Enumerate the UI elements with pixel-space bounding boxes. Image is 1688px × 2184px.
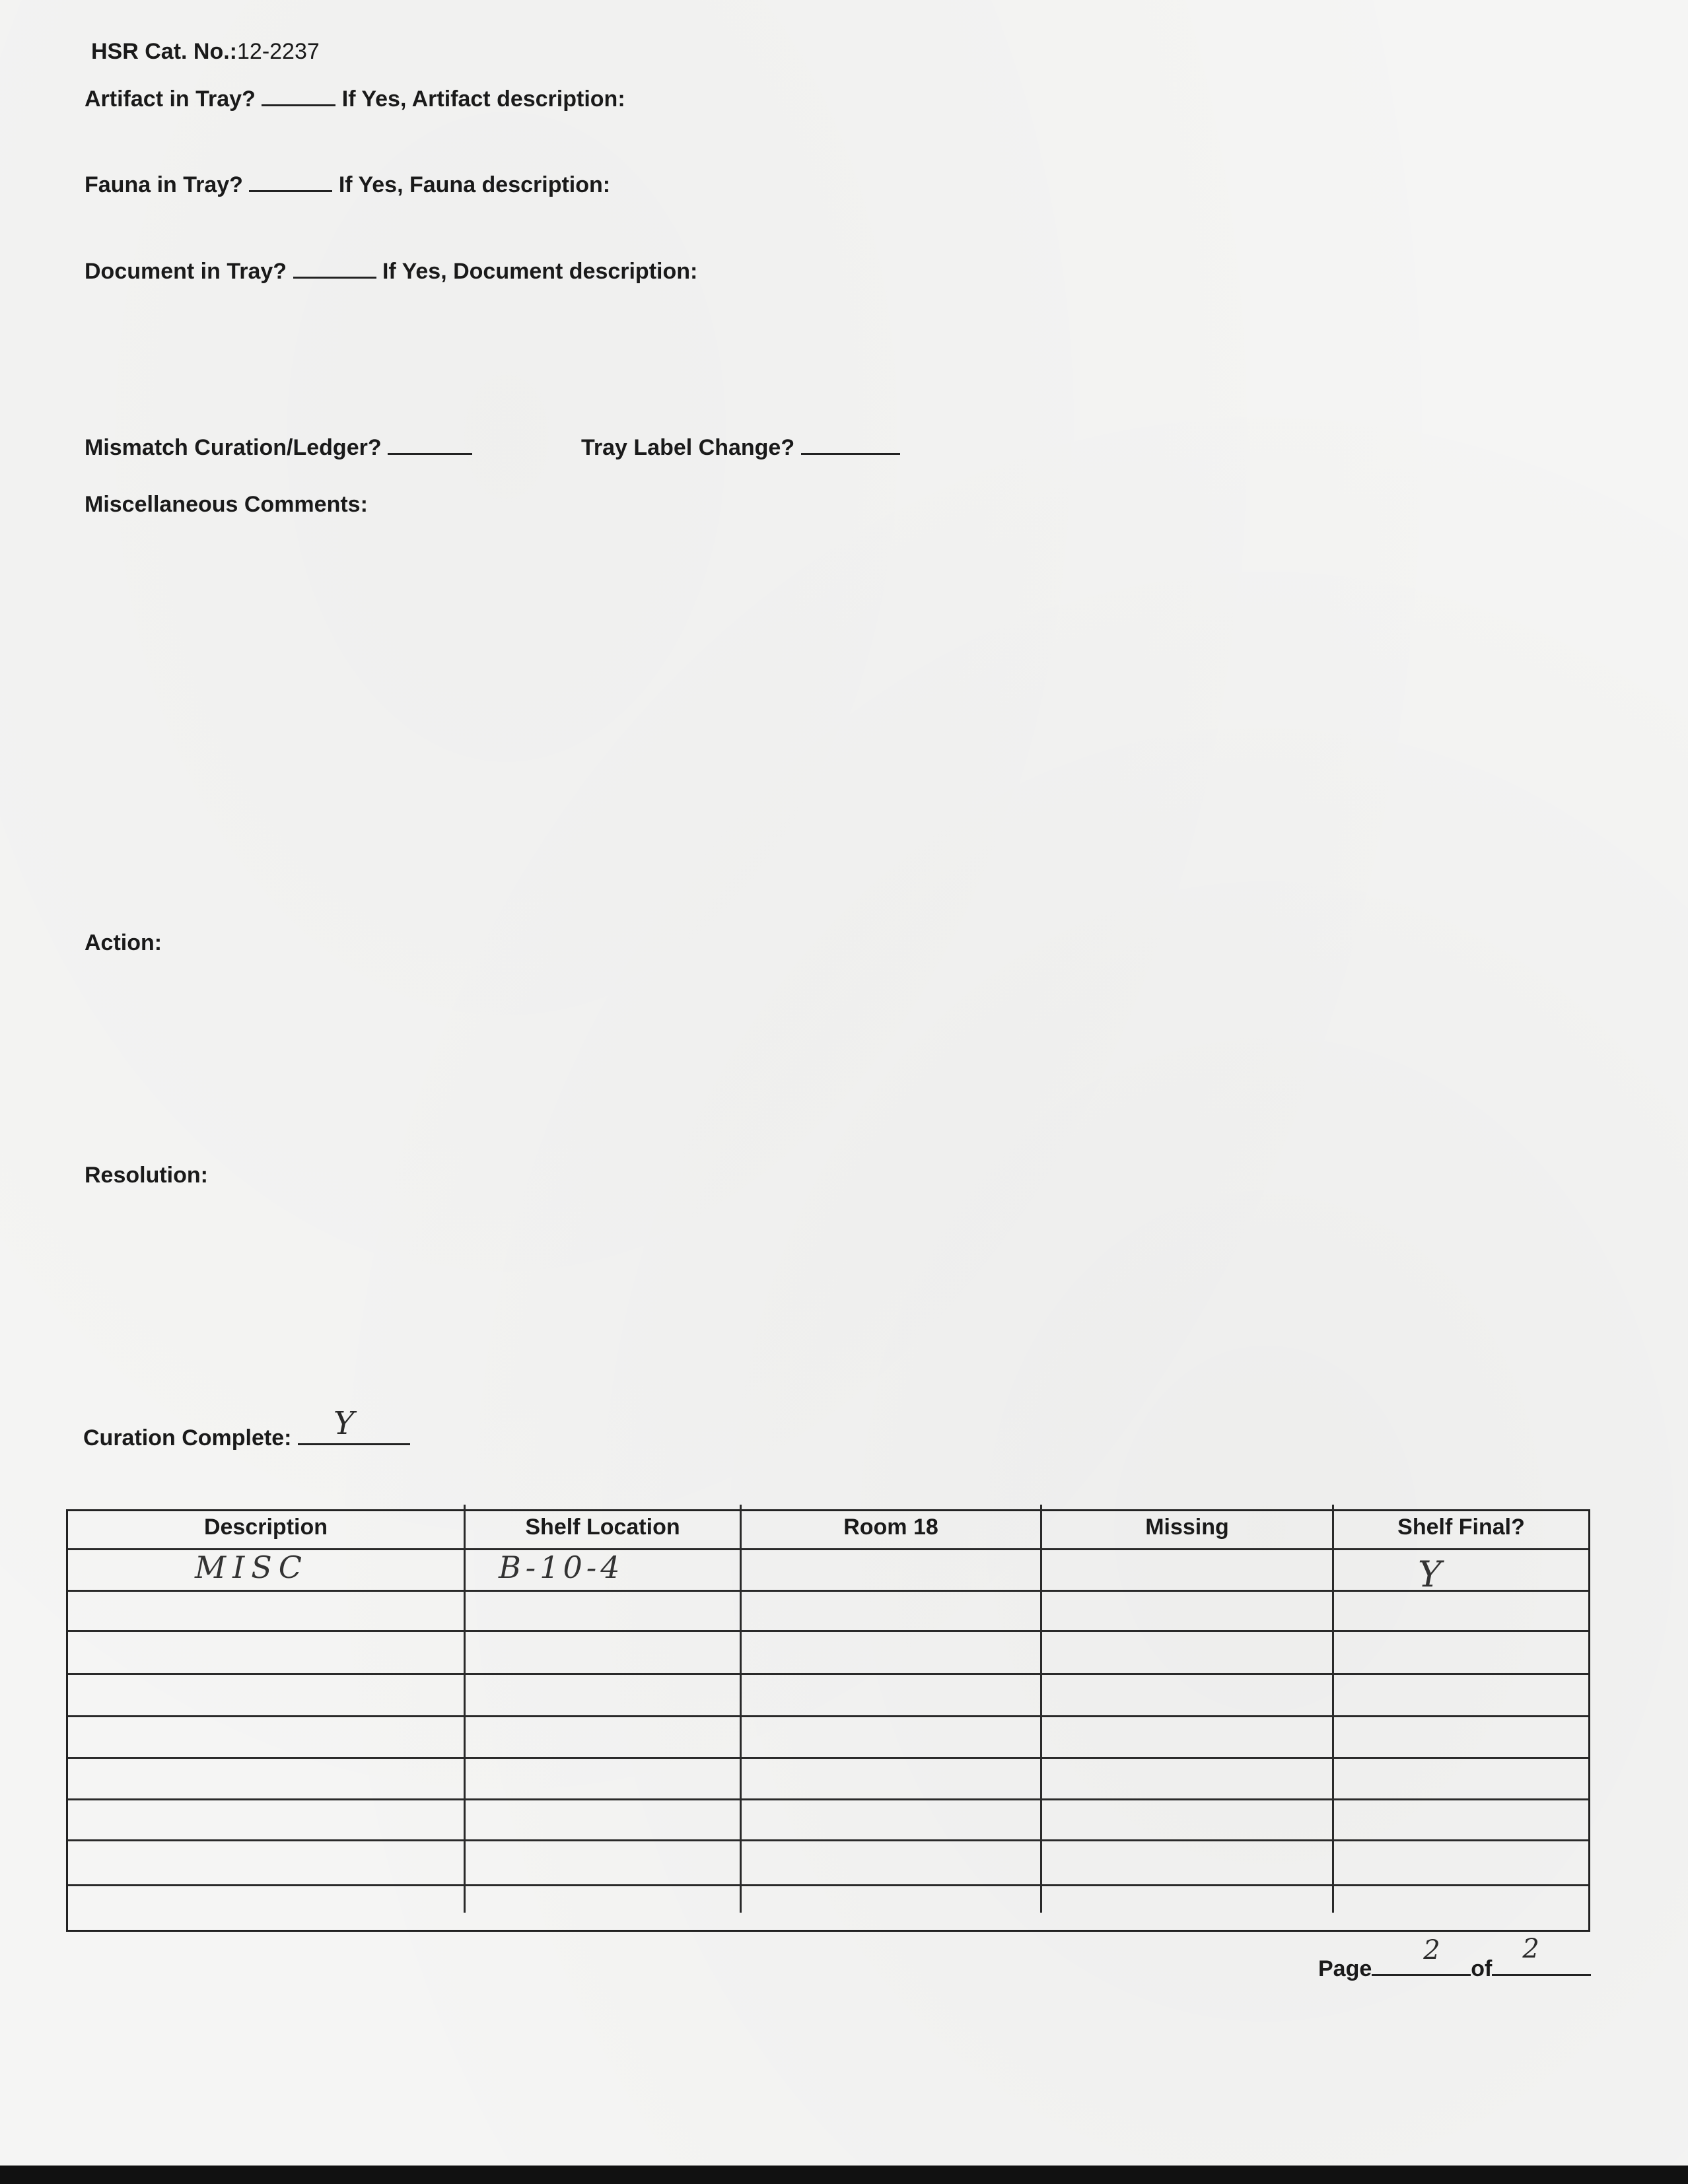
scan-edge <box>0 2166 1688 2184</box>
mismatch-row <box>85 434 472 461</box>
row1-shelf-location: B-10-4 <box>499 1550 624 1585</box>
document-question: Document in Tray? <box>85 259 287 284</box>
artifact-question: Artifact in Tray? <box>85 86 256 112</box>
artifact-answer-field[interactable] <box>262 86 335 106</box>
document-description-label: If Yes, Document description: <box>382 259 698 284</box>
column-header-shelf-final: Shelf Final? <box>1397 1515 1525 1540</box>
document-answer-field[interactable] <box>293 258 376 279</box>
mismatch-question: Mismatch Curation/Ledger? <box>85 435 382 460</box>
curation-complete-label: Curation Complete: <box>83 1425 292 1450</box>
misc-comments-label: Miscellaneous Comments: <box>85 492 368 517</box>
page-total-field[interactable] <box>1492 1934 1591 1976</box>
catalog-value: 12-2237 <box>237 39 320 64</box>
fauna-description-label: If Yes, Fauna description: <box>338 172 611 197</box>
artifact-row <box>85 86 625 112</box>
column-header-missing: Missing <box>1145 1515 1229 1540</box>
curation-complete-field[interactable] <box>298 1405 410 1445</box>
column-header-description: Description <box>203 1515 328 1540</box>
page-label: Page <box>1318 1956 1372 1981</box>
curation-complete-value: Y <box>333 1405 355 1442</box>
fauna-row <box>85 172 610 198</box>
catalog-number <box>91 38 320 65</box>
of-label: of <box>1471 1956 1493 1981</box>
tray-table <box>66 1509 1590 1932</box>
document-row <box>85 258 697 285</box>
tray-label-question: Tray Label Change? <box>581 435 795 460</box>
action-label: Action: <box>85 930 162 955</box>
column-header-room-18: Room 18 <box>843 1515 938 1540</box>
row1-shelf-final: Y <box>1418 1553 1442 1595</box>
row1-description: MISC <box>195 1550 308 1585</box>
artifact-description-label: If Yes, Artifact description: <box>341 86 625 112</box>
page-total-value: 2 <box>1522 1934 1539 1964</box>
tray-label-row <box>581 434 900 461</box>
page-number-value: 2 <box>1423 1935 1440 1965</box>
catalog-label: HSR Cat. No.: <box>91 39 237 64</box>
fauna-question: Fauna in Tray? <box>85 172 243 197</box>
mismatch-answer-field[interactable] <box>388 434 472 455</box>
page-numbering <box>1318 1934 1591 1982</box>
resolution-label: Resolution: <box>85 1163 208 1188</box>
tray-label-answer-field[interactable] <box>801 434 900 455</box>
column-header-shelf-location: Shelf Location <box>525 1515 680 1540</box>
fauna-answer-field[interactable] <box>249 172 332 192</box>
curation-complete-row <box>83 1405 410 1451</box>
page-number-field[interactable] <box>1372 1935 1471 1976</box>
